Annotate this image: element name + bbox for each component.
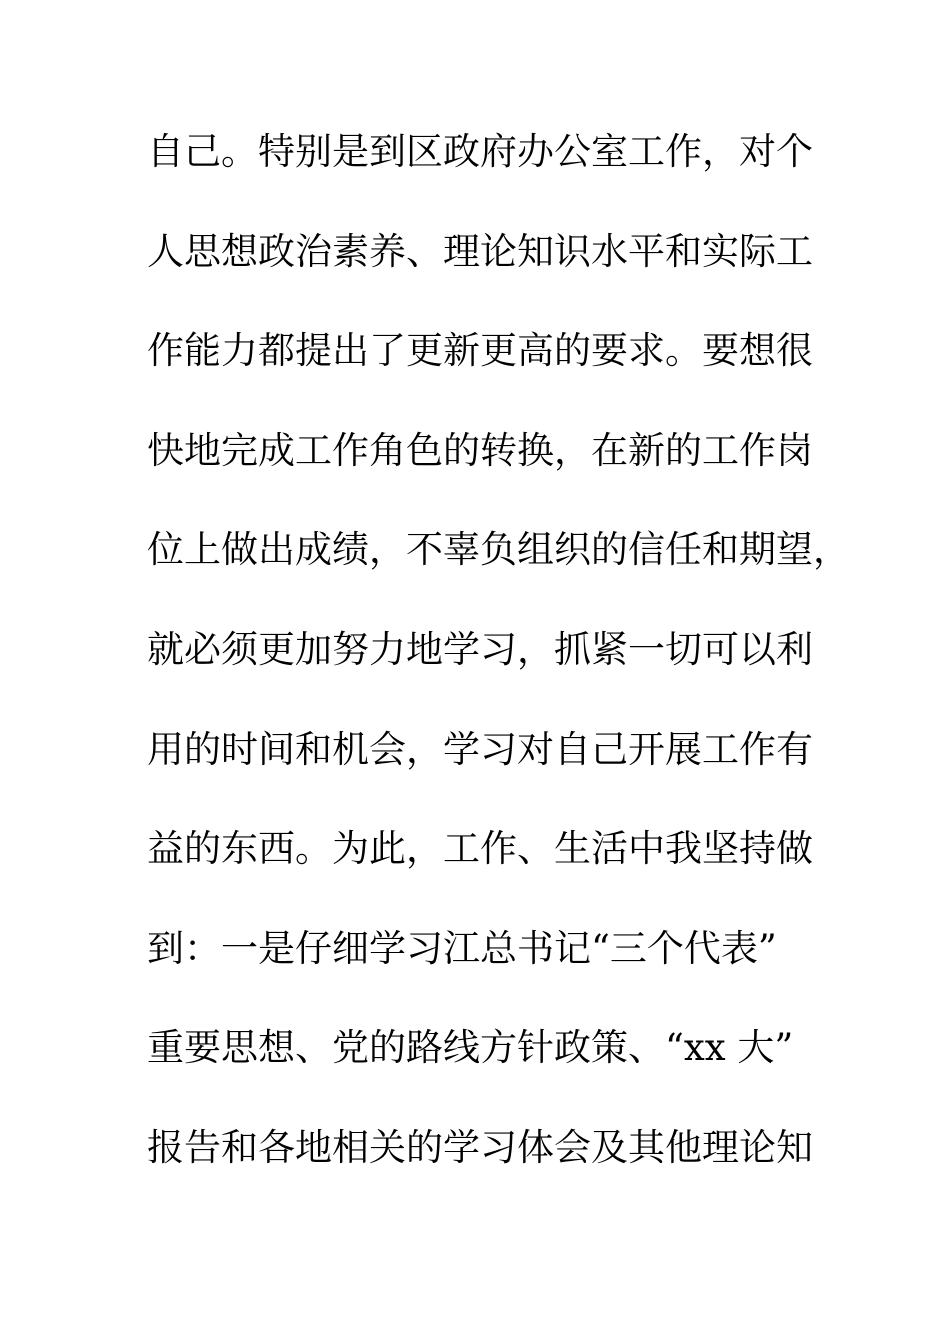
text-line-11: 报告和各地相关的学习体会及其他理论知 (147, 1125, 813, 1169)
text-line-1: 自己。特别是到区政府办公室工作，对个 (147, 130, 813, 173)
text-line-2: 人思想政治素养、理论知识水平和实际工 (147, 229, 813, 273)
text-line-7: 用的时间和机会，学习对自己开展工作有 (147, 727, 813, 771)
text-line-3: 作能力都提出了更新更高的要求。要想很 (147, 329, 813, 373)
text-line-6: 就必须更加努力地学习，抓紧一切可以利 (147, 627, 813, 671)
body-text (147, 122, 850, 1218)
text-line-10: 重要思想、党的路线方针政策、“xx 大” (147, 1026, 794, 1070)
text-line-8: 益的东西。为此，工作、生活中我坚持做 (147, 827, 813, 871)
text-line-5: 位上做出成绩，不辜负组织的信任和期望， (147, 528, 850, 572)
text-line-9: 到：一是仔细学习江总书记“三个代表” (147, 926, 777, 970)
text-line-4: 快地完成工作角色的转换，在新的工作岗 (147, 428, 813, 472)
